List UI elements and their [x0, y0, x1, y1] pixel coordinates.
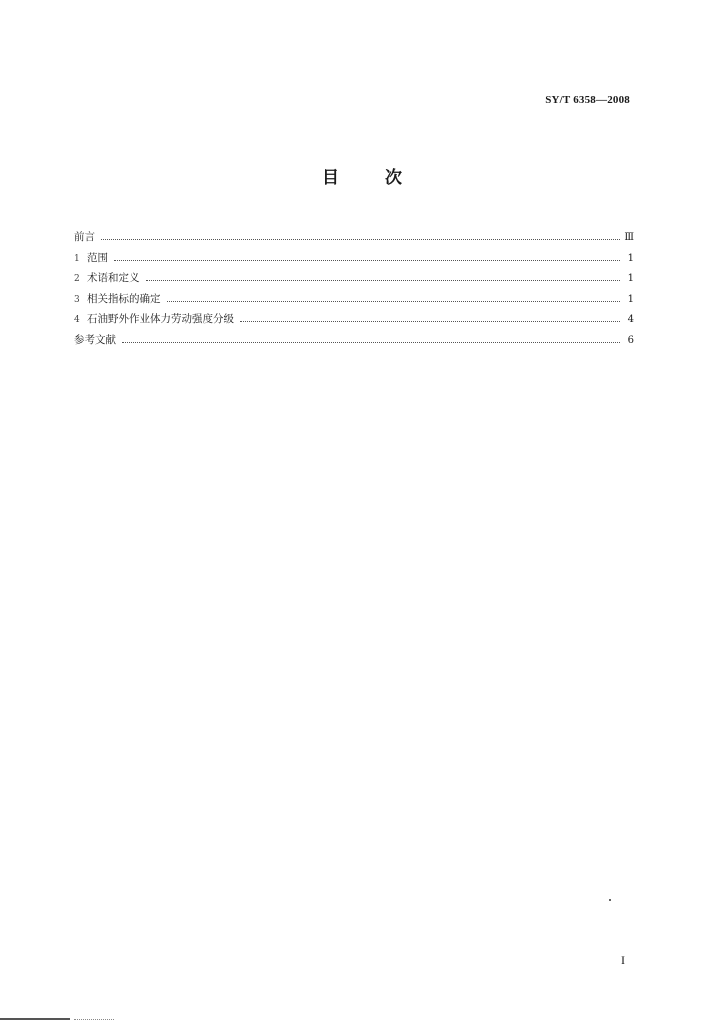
toc-entry-page: 1 [627, 293, 634, 305]
toc-entry-label: 前言 [74, 231, 95, 243]
toc-entry-page: 1 [627, 252, 634, 264]
toc-leader-dots [114, 259, 620, 261]
page-number: I [621, 953, 625, 967]
toc-entry-label: 范围 [87, 251, 108, 264]
toc-entry-label: 石油野外作业体力劳动强度分级 [87, 313, 234, 325]
toc-leader-dots [122, 341, 620, 343]
scan-speck [609, 899, 611, 901]
scan-edge-mark [74, 1018, 114, 1020]
toc-entry-number: 4 [74, 315, 80, 325]
page-title: 目次 [322, 168, 448, 188]
standard-code: SY/T 6358—2008 [545, 94, 630, 106]
toc-entry-terms[interactable] [74, 270, 634, 291]
toc-entry-indicators[interactable] [74, 291, 634, 312]
toc-entry-page: Ⅲ [624, 232, 634, 243]
toc-entry-number: 1 [74, 253, 80, 264]
toc-entry-label: 参考文献 [74, 333, 116, 346]
toc-entry-references[interactable] [74, 332, 634, 353]
toc-entry-number: 2 [74, 274, 80, 284]
toc-entry-page: 1 [627, 273, 634, 284]
toc-entry-scope[interactable] [74, 250, 634, 271]
toc-entry-page: 4 [627, 314, 634, 325]
toc-leader-dots [240, 320, 620, 322]
toc-leader-dots [146, 279, 621, 281]
toc-entry-foreword[interactable] [74, 229, 634, 250]
toc-entry-label: 相关指标的确定 [87, 292, 161, 305]
toc-entry-label: 术语和定义 [87, 272, 140, 284]
toc-entry-page: 6 [627, 334, 634, 346]
toc-leader-dots [101, 238, 620, 240]
toc-leader-dots [167, 300, 621, 302]
toc-entry-number: 3 [74, 294, 80, 305]
scan-edge-mark [0, 1018, 70, 1020]
table-of-contents [74, 229, 634, 352]
toc-entry-classification[interactable] [74, 311, 634, 332]
